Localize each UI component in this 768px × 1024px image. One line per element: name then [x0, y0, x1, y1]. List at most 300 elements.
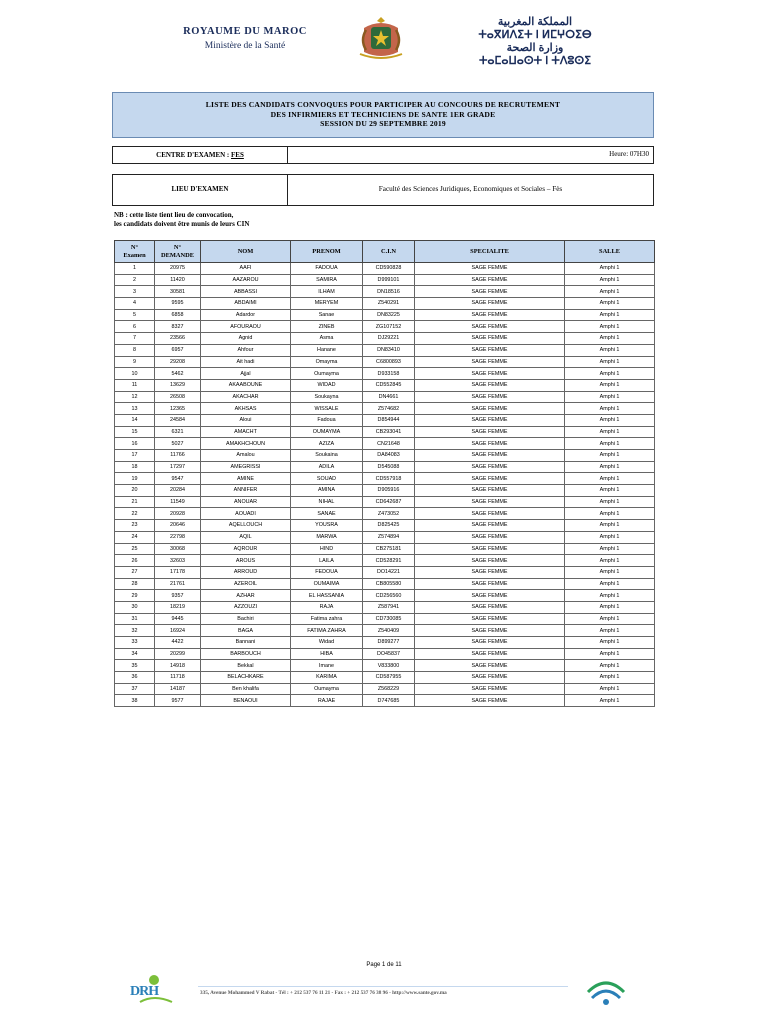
cell-num-exam: 38: [115, 695, 155, 707]
cell-num-demande: 26508: [155, 391, 201, 403]
col-prenom: PRENOM: [291, 241, 363, 263]
table-row: [115, 613, 655, 625]
cell-nom: ARROUD: [201, 566, 291, 578]
cell-prenom: RAJAE: [291, 695, 363, 707]
table-row: [115, 344, 655, 356]
cell-nom: AQROUR: [201, 543, 291, 555]
cell-num-exam: 21: [115, 496, 155, 508]
cell-specialite: SAGE FEMME: [415, 566, 565, 578]
cell-num-demande: 4422: [155, 637, 201, 649]
table-row: [115, 637, 655, 649]
cell-num-exam: 28: [115, 578, 155, 590]
cell-cin: CD552845: [363, 379, 415, 391]
cell-num-demande: 6321: [155, 426, 201, 438]
cell-specialite: SAGE FEMME: [415, 426, 565, 438]
cell-prenom: HIND: [291, 543, 363, 555]
cell-num-demande: 6858: [155, 309, 201, 321]
cell-prenom: SANAE: [291, 508, 363, 520]
cell-num-exam: 2: [115, 274, 155, 286]
title-line-2: DES INFIRMIERS ET TECHNICIENS DE SANTE 1ER GRADE: [270, 109, 496, 119]
cell-salle: Amphi 1: [565, 438, 655, 450]
cell-specialite: SAGE FEMME: [415, 274, 565, 286]
cell-cin: D999101: [363, 274, 415, 286]
cell-salle: Amphi 1: [565, 566, 655, 578]
cell-prenom: KARIMA: [291, 672, 363, 684]
cell-num-exam: 10: [115, 368, 155, 380]
cell-nom: AAFI: [201, 263, 291, 275]
table-row: [115, 298, 655, 310]
cell-prenom: SOUAD: [291, 473, 363, 485]
cell-specialite: SAGE FEMME: [415, 613, 565, 625]
cell-num-demande: 18219: [155, 601, 201, 613]
table-row: [115, 520, 655, 532]
cell-salle: Amphi 1: [565, 473, 655, 485]
note-line-2: les candidats doivent être munis de leurs CIN: [114, 220, 250, 228]
cell-specialite: SAGE FEMME: [415, 438, 565, 450]
table-row: [115, 309, 655, 321]
cell-prenom: OUMAYMA: [291, 426, 363, 438]
cell-specialite: SAGE FEMME: [415, 660, 565, 672]
col-num-demande: N° DEMANDE: [155, 241, 201, 263]
cell-specialite: SAGE FEMME: [415, 683, 565, 695]
cell-specialite: SAGE FEMME: [415, 450, 565, 462]
cell-num-exam: 24: [115, 531, 155, 543]
ministry-logo-icon: [582, 970, 630, 1010]
col-cin: C.I.N: [363, 241, 415, 263]
ministry-name-ar: وزارة الصحة: [506, 42, 564, 54]
cell-specialite: SAGE FEMME: [415, 496, 565, 508]
table-row: [115, 379, 655, 391]
cell-nom: Agnid: [201, 333, 291, 345]
table-row: [115, 414, 655, 426]
cell-num-exam: 35: [115, 660, 155, 672]
cell-nom: AMINE: [201, 473, 291, 485]
cell-specialite: SAGE FEMME: [415, 531, 565, 543]
note: [114, 211, 249, 229]
cell-salle: Amphi 1: [565, 496, 655, 508]
page-number: Page 1 de 11: [366, 962, 402, 968]
cell-specialite: SAGE FEMME: [415, 379, 565, 391]
cell-num-demande: 11766: [155, 450, 201, 462]
cell-specialite: SAGE FEMME: [415, 543, 565, 555]
cell-num-demande: 16924: [155, 625, 201, 637]
cell-num-exam: 26: [115, 555, 155, 567]
cell-num-demande: 20975: [155, 263, 201, 275]
exam-location-value: Faculté des Sciences Juridiques, Economiques et Sociales – Fès: [378, 185, 563, 193]
cell-num-demande: 11718: [155, 672, 201, 684]
table-row: [115, 672, 655, 684]
cell-num-demande: 24584: [155, 414, 201, 426]
cell-num-demande: 20928: [155, 508, 201, 520]
candidates-table: [114, 240, 655, 707]
table-row: [115, 496, 655, 508]
table-row: [115, 625, 655, 637]
cell-num-exam: 17: [115, 450, 155, 462]
cell-salle: Amphi 1: [565, 590, 655, 602]
cell-specialite: SAGE FEMME: [415, 590, 565, 602]
cell-prenom: NIHAL: [291, 496, 363, 508]
cell-prenom: WIDAD: [291, 379, 363, 391]
table-row: [115, 274, 655, 286]
exam-location-label: LIEU D'EXAMEN: [113, 175, 288, 205]
cell-prenom: Asma: [291, 333, 363, 345]
cell-num-demande: 9357: [155, 590, 201, 602]
cell-salle: Amphi 1: [565, 578, 655, 590]
cell-num-exam: 31: [115, 613, 155, 625]
cell-num-exam: 29: [115, 590, 155, 602]
cell-specialite: SAGE FEMME: [415, 368, 565, 380]
cell-specialite: SAGE FEMME: [415, 344, 565, 356]
cell-prenom: Oumayma: [291, 368, 363, 380]
cell-cin: Z587941: [363, 601, 415, 613]
cell-num-demande: 8327: [155, 321, 201, 333]
cell-nom: AQELLOUCH: [201, 520, 291, 532]
table-row: [115, 461, 655, 473]
cell-num-demande: 17178: [155, 566, 201, 578]
cell-prenom: Imane: [291, 660, 363, 672]
cell-num-exam: 27: [115, 566, 155, 578]
exam-centre-box: [112, 146, 654, 164]
cell-nom: AKHSAS: [201, 403, 291, 415]
cell-num-exam: 1: [115, 263, 155, 275]
cell-specialite: SAGE FEMME: [415, 286, 565, 298]
cell-salle: Amphi 1: [565, 450, 655, 462]
cell-nom: ABDAIMI: [201, 298, 291, 310]
cell-specialite: SAGE FEMME: [415, 578, 565, 590]
cell-salle: Amphi 1: [565, 531, 655, 543]
cell-cin: D899277: [363, 637, 415, 649]
table-row: [115, 286, 655, 298]
note-line-1: NB : cette liste tient lieu de convocation,: [114, 211, 234, 219]
cell-salle: Amphi 1: [565, 379, 655, 391]
cell-num-demande: 9577: [155, 695, 201, 707]
cell-num-demande: 17297: [155, 461, 201, 473]
cell-cin: DA84083: [363, 450, 415, 462]
title-line-1: LISTE DES CANDIDATS CONVOQUES POUR PARTICIPER AU CONCOURS DE RECRUTEMENT: [205, 100, 561, 109]
cell-num-demande: 9547: [155, 473, 201, 485]
cell-nom: AZHAR: [201, 590, 291, 602]
cell-specialite: SAGE FEMME: [415, 555, 565, 567]
cell-salle: Amphi 1: [565, 286, 655, 298]
cell-prenom: Hanane: [291, 344, 363, 356]
cell-num-exam: 8: [115, 344, 155, 356]
cell-salle: Amphi 1: [565, 461, 655, 473]
cell-cin: Z568229: [363, 683, 415, 695]
cell-nom: BAGA: [201, 625, 291, 637]
cell-salle: Amphi 1: [565, 508, 655, 520]
cell-specialite: SAGE FEMME: [415, 298, 565, 310]
table-row: [115, 356, 655, 368]
cell-num-demande: 32603: [155, 555, 201, 567]
cell-nom: AOUADI: [201, 508, 291, 520]
table-row: [115, 578, 655, 590]
cell-num-exam: 16: [115, 438, 155, 450]
cell-salle: Amphi 1: [565, 695, 655, 707]
table-row: [115, 660, 655, 672]
cell-num-demande: 23566: [155, 333, 201, 345]
cell-cin: C6800893: [363, 356, 415, 368]
cell-nom: Ben khalifa: [201, 683, 291, 695]
cell-prenom: Soukaina: [291, 450, 363, 462]
cell-nom: Ahfour: [201, 344, 291, 356]
cell-num-exam: 33: [115, 637, 155, 649]
cell-specialite: SAGE FEMME: [415, 391, 565, 403]
table-row: [115, 508, 655, 520]
col-nom: NOM: [201, 241, 291, 263]
cell-cin: Z574894: [363, 531, 415, 543]
cell-cin: DO14221: [363, 566, 415, 578]
cell-cin: D545088: [363, 461, 415, 473]
cell-num-exam: 5: [115, 309, 155, 321]
cell-prenom: ZINEB: [291, 321, 363, 333]
cell-cin: CB805580: [363, 578, 415, 590]
document-title: [112, 92, 654, 138]
col-specialite: SPECIALITE: [415, 241, 565, 263]
cell-nom: BELACHKARE: [201, 672, 291, 684]
cell-prenom: Oumayma: [291, 683, 363, 695]
table-row: [115, 543, 655, 555]
cell-nom: Ajjal: [201, 368, 291, 380]
table-header-row: [115, 241, 655, 263]
kingdom-name-ar: المملكة المغربية: [497, 16, 573, 28]
cell-salle: Amphi 1: [565, 520, 655, 532]
cell-prenom: SAMIRA: [291, 274, 363, 286]
cell-salle: Amphi 1: [565, 601, 655, 613]
cell-prenom: Omayma: [291, 356, 363, 368]
cell-salle: Amphi 1: [565, 414, 655, 426]
cell-salle: Amphi 1: [565, 485, 655, 497]
cell-cin: DN4661: [363, 391, 415, 403]
cell-num-demande: 12365: [155, 403, 201, 415]
exam-location-box: [112, 174, 654, 206]
cell-num-demande: 13629: [155, 379, 201, 391]
cell-nom: AKACHAR: [201, 391, 291, 403]
cell-specialite: SAGE FEMME: [415, 403, 565, 415]
coat-of-arms-icon: [356, 14, 406, 62]
cell-num-demande: 30581: [155, 286, 201, 298]
cell-nom: ABBASSI: [201, 286, 291, 298]
cell-nom: Bannani: [201, 637, 291, 649]
cell-prenom: AMINA: [291, 485, 363, 497]
cell-specialite: SAGE FEMME: [415, 263, 565, 275]
cell-cin: CB293041: [363, 426, 415, 438]
table-row: [115, 438, 655, 450]
cell-specialite: SAGE FEMME: [415, 695, 565, 707]
cell-cin: D747685: [363, 695, 415, 707]
cell-num-demande: 20646: [155, 520, 201, 532]
cell-specialite: SAGE FEMME: [415, 356, 565, 368]
cell-num-demande: 9445: [155, 613, 201, 625]
cell-num-exam: 22: [115, 508, 155, 520]
cell-prenom: Sanae: [291, 309, 363, 321]
cell-num-demande: 20299: [155, 648, 201, 660]
cell-nom: ANNIFER: [201, 485, 291, 497]
cell-cin: DN83410: [363, 344, 415, 356]
cell-prenom: Widad: [291, 637, 363, 649]
cell-cin: DJ29221: [363, 333, 415, 345]
cell-salle: Amphi 1: [565, 344, 655, 356]
cell-cin: CD590828: [363, 263, 415, 275]
cell-num-demande: 9595: [155, 298, 201, 310]
cell-salle: Amphi 1: [565, 543, 655, 555]
cell-specialite: SAGE FEMME: [415, 648, 565, 660]
cell-prenom: RAJA: [291, 601, 363, 613]
cell-nom: AMEGRISSI: [201, 461, 291, 473]
cell-cin: DN83225: [363, 309, 415, 321]
cell-num-exam: 11: [115, 379, 155, 391]
cell-num-demande: 5462: [155, 368, 201, 380]
cell-salle: Amphi 1: [565, 321, 655, 333]
cell-num-exam: 20: [115, 485, 155, 497]
table-row: [115, 566, 655, 578]
cell-num-exam: 13: [115, 403, 155, 415]
kingdom-name: ROYAUME DU MAROC: [183, 26, 307, 37]
cell-num-exam: 7: [115, 333, 155, 345]
cell-nom: AFOURAOU: [201, 321, 291, 333]
cell-num-exam: 4: [115, 298, 155, 310]
cell-salle: Amphi 1: [565, 391, 655, 403]
table-row: [115, 403, 655, 415]
cell-cin: CD642687: [363, 496, 415, 508]
cell-cin: Z540409: [363, 625, 415, 637]
table-row: [115, 368, 655, 380]
cell-num-demande: 5027: [155, 438, 201, 450]
cell-salle: Amphi 1: [565, 298, 655, 310]
cell-cin: CN21648: [363, 438, 415, 450]
cell-nom: BARBOUCH: [201, 648, 291, 660]
cell-specialite: SAGE FEMME: [415, 414, 565, 426]
cell-cin: D905916: [363, 485, 415, 497]
cell-nom: Ait hadi: [201, 356, 291, 368]
cell-nom: Adardor: [201, 309, 291, 321]
col-num-exam: N° Examen: [115, 241, 155, 263]
cell-num-demande: 14918: [155, 660, 201, 672]
cell-num-exam: 37: [115, 683, 155, 695]
cell-num-exam: 18: [115, 461, 155, 473]
table-row: [115, 683, 655, 695]
cell-cin: CD587955: [363, 672, 415, 684]
cell-cin: D854944: [363, 414, 415, 426]
cell-num-exam: 6: [115, 321, 155, 333]
cell-nom: ANOUAR: [201, 496, 291, 508]
cell-num-demande: 14187: [155, 683, 201, 695]
cell-salle: Amphi 1: [565, 368, 655, 380]
cell-salle: Amphi 1: [565, 613, 655, 625]
cell-prenom: MERYEM: [291, 298, 363, 310]
cell-specialite: SAGE FEMME: [415, 309, 565, 321]
cell-num-demande: 21761: [155, 578, 201, 590]
table-row: [115, 555, 655, 567]
cell-prenom: HIBA: [291, 648, 363, 660]
cell-cin: V833800: [363, 660, 415, 672]
cell-cin: DN18516: [363, 286, 415, 298]
cell-prenom: EL HASSANIA: [291, 590, 363, 602]
cell-nom: AMAKHCHOUN: [201, 438, 291, 450]
cell-num-exam: 19: [115, 473, 155, 485]
cell-prenom: ILHAM: [291, 286, 363, 298]
cell-nom: AZEROIL: [201, 578, 291, 590]
table-row: [115, 473, 655, 485]
cell-cin: Z540291: [363, 298, 415, 310]
table-row: [115, 590, 655, 602]
cell-cin: CD730085: [363, 613, 415, 625]
cell-nom: AAZAROU: [201, 274, 291, 286]
table-row: [115, 648, 655, 660]
cell-cin: Z574682: [363, 403, 415, 415]
cell-nom: AZZOUZI: [201, 601, 291, 613]
cell-specialite: SAGE FEMME: [415, 520, 565, 532]
cell-cin: Z473052: [363, 508, 415, 520]
table-row: [115, 391, 655, 403]
cell-nom: Aloui: [201, 414, 291, 426]
cell-num-exam: 36: [115, 672, 155, 684]
cell-prenom: OUMAIMA: [291, 578, 363, 590]
centre-city: FES: [231, 151, 244, 159]
table-row: [115, 321, 655, 333]
cell-specialite: SAGE FEMME: [415, 625, 565, 637]
cell-specialite: SAGE FEMME: [415, 672, 565, 684]
kingdom-name-tifinagh: ⵜⴰⴳⵍⴷⵉⵜ ⵏ ⵍⵎⵖⵔⵉⴱ: [478, 29, 592, 41]
cell-prenom: LAILA: [291, 555, 363, 567]
cell-cin: CD256560: [363, 590, 415, 602]
cell-nom: Bekkal: [201, 660, 291, 672]
cell-prenom: YOUSRA: [291, 520, 363, 532]
cell-salle: Amphi 1: [565, 683, 655, 695]
cell-num-exam: 3: [115, 286, 155, 298]
cell-salle: Amphi 1: [565, 403, 655, 415]
cell-specialite: SAGE FEMME: [415, 321, 565, 333]
cell-prenom: Fatima zahra: [291, 613, 363, 625]
cell-salle: Amphi 1: [565, 648, 655, 660]
col-salle: SALLE: [565, 241, 655, 263]
cell-prenom: Fadoua: [291, 414, 363, 426]
exam-time: Heure: 07H30: [609, 150, 649, 158]
table-row: [115, 695, 655, 707]
cell-salle: Amphi 1: [565, 672, 655, 684]
ministry-name-tifinagh: ⵜⴰⵎⴰⵡⴰⵙⵜ ⵏ ⵜⴷⵓⵙⵉ: [478, 55, 592, 67]
exam-centre-label: [113, 147, 288, 163]
cell-cin: CD557918: [363, 473, 415, 485]
cell-salle: Amphi 1: [565, 426, 655, 438]
cell-num-demande: 29208: [155, 356, 201, 368]
cell-prenom: FADOUA: [291, 263, 363, 275]
cell-specialite: SAGE FEMME: [415, 333, 565, 345]
cell-nom: Amalou: [201, 450, 291, 462]
cell-cin: D825425: [363, 520, 415, 532]
cell-nom: AMACHT: [201, 426, 291, 438]
cell-num-exam: 30: [115, 601, 155, 613]
title-line-3: SESSION DU 29 SEPTEMBRE 2019: [320, 119, 446, 128]
header-ministry-ar: [470, 16, 600, 68]
table-row: [115, 450, 655, 462]
cell-cin: CB275181: [363, 543, 415, 555]
cell-num-exam: 12: [115, 391, 155, 403]
cell-num-demande: 11420: [155, 274, 201, 286]
cell-salle: Amphi 1: [565, 274, 655, 286]
cell-salle: Amphi 1: [565, 637, 655, 649]
table-row: [115, 263, 655, 275]
table-row: [115, 485, 655, 497]
cell-salle: Amphi 1: [565, 263, 655, 275]
cell-prenom: MARWA: [291, 531, 363, 543]
cell-salle: Amphi 1: [565, 356, 655, 368]
centre-label-text: CENTRE D'EXAMEN :: [156, 151, 230, 159]
cell-nom: AQIL: [201, 531, 291, 543]
table-row: [115, 426, 655, 438]
ministry-name: Ministère de la Santé: [204, 41, 286, 51]
cell-specialite: SAGE FEMME: [415, 637, 565, 649]
cell-num-exam: 14: [115, 414, 155, 426]
